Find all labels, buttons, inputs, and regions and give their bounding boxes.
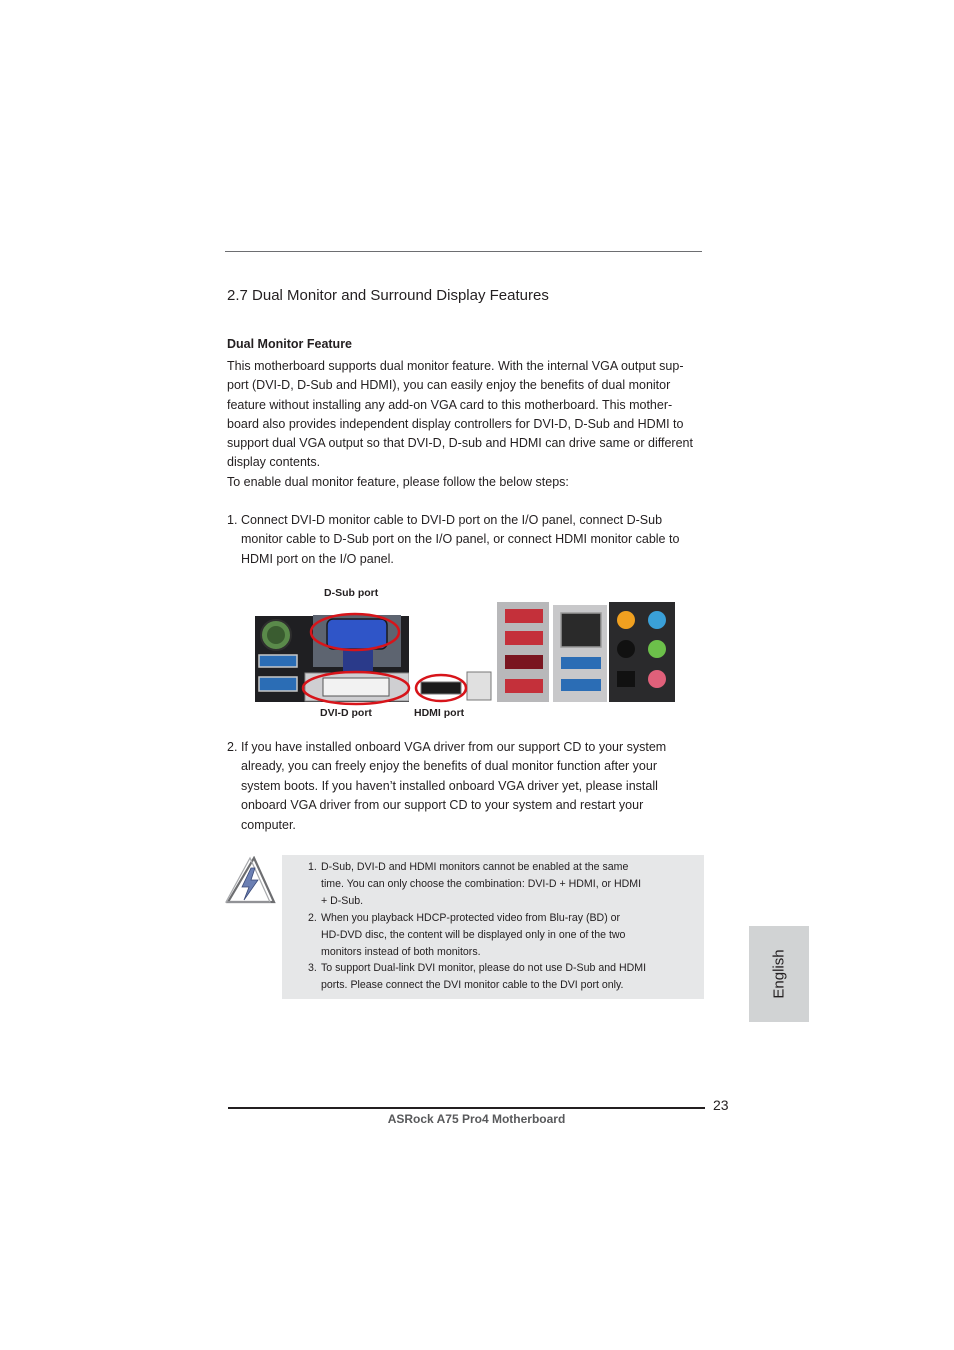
note-line: monitors instead of both monitors. <box>321 945 481 958</box>
footer-product: ASRock A75 Pro4 Motherboard <box>387 1112 566 1126</box>
intro-line: This motherboard supports dual monitor feature. With the internal VGA output sup- <box>227 359 684 373</box>
warning-lightning-icon <box>224 856 276 906</box>
step-line: If you have installed onboard VGA driver from our support CD to your system <box>241 740 667 754</box>
hdmi-port-label: HDMI port <box>414 707 465 719</box>
dvid-port-label: DVI-D port <box>320 707 372 719</box>
step-1 <box>227 511 707 569</box>
note-line: D-Sub, DVI-D and HDMI monitors cannot be enabled at the same <box>321 861 629 873</box>
bottom-divider <box>228 1107 705 1109</box>
intro-paragraph <box>227 357 707 492</box>
note-3 <box>308 960 668 994</box>
dsub-port-label: D-Sub port <box>324 587 379 599</box>
io-panel-photo <box>255 585 675 725</box>
subheading-dual-monitor: Dual Monitor Feature <box>227 337 353 351</box>
step-number: 2. <box>227 740 238 754</box>
intro-line: support dual VGA output so that DVI-D, D-sub and HDMI can drive same or different <box>227 436 693 451</box>
note-number: 2. <box>308 912 317 924</box>
language-tab <box>749 926 809 1022</box>
note-line: HD-DVD disc, the content will be displayed only in one of the two <box>321 928 626 941</box>
note-number: 3. <box>308 962 317 974</box>
step-number: 1. <box>227 513 238 527</box>
notes-box <box>282 855 704 999</box>
step-line: Connect DVI-D monitor cable to DVI-D port on the I/O panel, connect D-Sub <box>241 513 663 527</box>
note-line: time. You can only choose the combination: DVI-D + HDMI, or HDMI <box>321 877 642 890</box>
note-number: 1. <box>308 861 317 873</box>
note-line: When you playback HDCP-protected video from Blu-ray (BD) or <box>321 912 621 924</box>
intro-line: board also provides independent display controllers for DVI-D, D-Sub and HDMI to <box>227 416 684 431</box>
section-title: 2.7 Dual Monitor and Surround Display Features <box>227 287 549 304</box>
step-2 <box>227 738 707 835</box>
step-line: computer. <box>241 817 296 832</box>
step-line: onboard VGA driver from our support CD to your system and restart your <box>241 798 644 813</box>
note-line: ports. Please connect the DVI monitor cable to the DVI port only. <box>321 978 624 991</box>
top-divider <box>225 251 702 252</box>
note-2 <box>308 910 668 960</box>
intro-line: display contents. <box>227 455 321 470</box>
step-line: monitor cable to D-Sub port on the I/O panel, or connect HDMI monitor cable to <box>241 532 680 547</box>
step-line: HDMI port on the I/O panel. <box>241 551 394 566</box>
io-panel-figure <box>255 585 675 725</box>
note-line: + D-Sub. <box>321 894 364 907</box>
intro-line: feature without installing any add-on VGA card to this motherboard. This mother- <box>227 397 673 412</box>
intro-line: To enable dual monitor feature, please follow the below steps: <box>227 474 569 489</box>
language-label: English <box>770 949 788 999</box>
step-line: already, you can freely enjoy the benefits of dual monitor function after your <box>241 759 657 774</box>
note-1 <box>308 859 668 909</box>
intro-line: port (DVI-D, D-Sub and HDMI), you can easily enjoy the benefits of dual monitor <box>227 378 671 393</box>
page-number: 23 <box>713 1097 729 1113</box>
note-line: To support Dual-link DVI monitor, please do not use D-Sub and HDMI <box>321 962 647 974</box>
step-line: system boots. If you haven’t installed onboard VGA driver yet, please install <box>241 778 658 793</box>
